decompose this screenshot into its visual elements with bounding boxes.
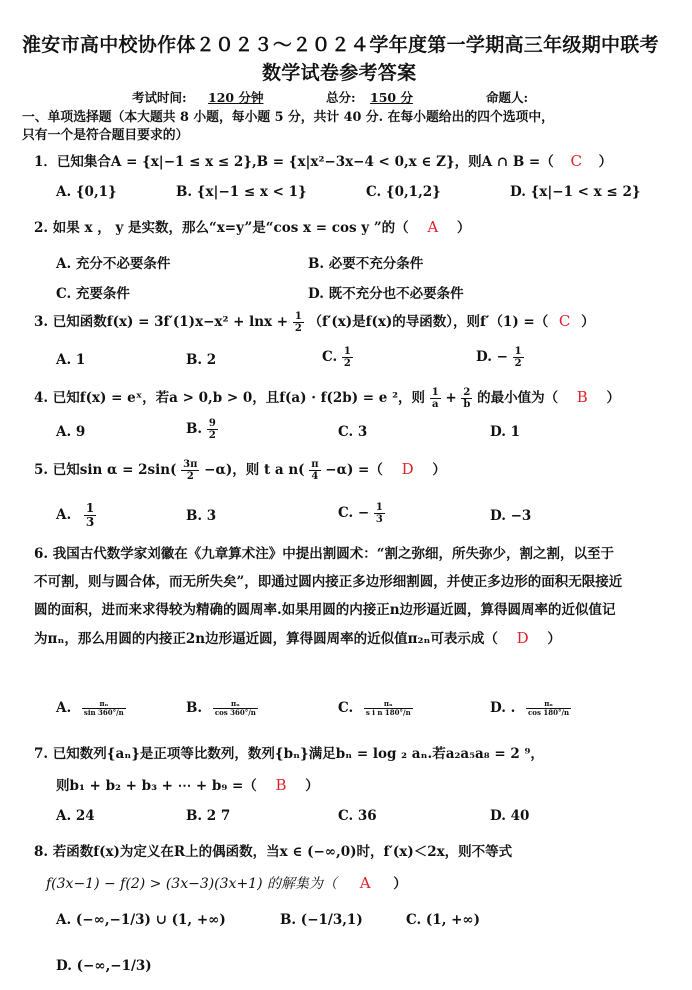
question-4-answer: B xyxy=(576,388,588,406)
question-3 xyxy=(34,310,595,334)
question-5-stem-c: −α) =（ xyxy=(325,462,383,478)
section-heading-cont: 只有一个是符合题目要求的） xyxy=(22,128,189,143)
section-heading: 一、单项选择题（本大题共 8 小题，每小题 5 分，共计 40 分. 在每小题给出的四个选项中， xyxy=(22,110,554,125)
question-7-option-a: A. 24 xyxy=(56,808,95,824)
question-5-stem-b: −α)，则 t a n( xyxy=(204,462,305,478)
question-2-option-b: B. 必要不充分条件 xyxy=(308,256,424,272)
page-title: 淮安市高中校协作体２０２３～２０２４学年度第一学期高三年级期中联考 xyxy=(22,34,659,56)
question-4-stem-b: 的最小值为（ xyxy=(477,390,559,406)
question-8-line-2: f(3x−1) − f(2) > (3x−3)(3x+1) 的解集为（ A ） xyxy=(46,874,407,892)
question-4-option-c: C. 3 xyxy=(338,424,368,440)
question-2-answer: A xyxy=(427,218,439,236)
question-4-option-a: A. 9 xyxy=(56,424,86,440)
question-6-close: ） xyxy=(547,631,561,647)
question-6-option-d: D. . $\frac{\text{πₙ}}{\cos 180^\circ/n}$ xyxy=(490,699,570,717)
author-label: 命题人: xyxy=(486,90,529,105)
question-3-stem-b: （f′(x)是f(x)的导函数），则f′（1) =（ xyxy=(308,314,549,330)
question-8-option-d: D. (−∞,−1/3) xyxy=(56,958,152,974)
question-2 xyxy=(34,216,470,236)
question-3-option-b: B. 2 xyxy=(186,352,217,368)
question-5-option-b: B. 3 xyxy=(186,508,217,524)
question-7-option-d: D. 40 xyxy=(490,808,530,824)
question-4-plus: + xyxy=(445,390,457,406)
question-6-option-a: A. $\frac{\text{πₙ}}{\sin 360^\circ/n}$ xyxy=(56,699,124,717)
question-5-fraction-2: $\frac{\pi}{4}$ xyxy=(311,459,319,482)
question-3-close: ） xyxy=(581,314,595,330)
question-8-option-c: C. (1, +∞) xyxy=(406,912,481,928)
question-2-option-c: C. 充要条件 xyxy=(56,286,130,302)
question-4-close: ） xyxy=(606,390,621,406)
question-7-line-2: 则b₁ + b₂ + b₃ + ⋯ + b₉ =（ B ） xyxy=(56,776,319,794)
question-3-fraction: $\frac{1}{2}$ xyxy=(294,311,302,334)
question-5-option-a: A. $\frac{1}{3}$ xyxy=(56,501,95,529)
total-score-value: 150 分 xyxy=(370,90,413,105)
question-4 xyxy=(34,386,620,410)
question-1 xyxy=(34,150,612,170)
question-3-answer: C xyxy=(558,312,571,330)
total-score-label: 总分: xyxy=(326,90,356,105)
question-4-option-d: D. 1 xyxy=(490,424,521,440)
question-2-close: ） xyxy=(456,220,471,236)
question-2-option-a: A. 充分不必要条件 xyxy=(56,256,171,272)
question-4-fraction-2: $\frac{2}{b}$ xyxy=(463,387,471,410)
question-3-option-a: A. 1 xyxy=(56,352,86,368)
question-1-option-c: C. {0,1,2} xyxy=(366,184,441,200)
question-8-line-1: 8. 若函数f(x)为定义在R上的偶函数，当x ∈ (−∞,0)时，f′(x)＜2x，则不等式 xyxy=(34,844,513,860)
question-5-answer: D xyxy=(401,460,414,478)
question-6-option-b: B. $\frac{\text{πₙ}}{\cos 360^\circ/n}$ xyxy=(186,699,256,717)
question-7-option-b: B. 2 7 xyxy=(186,808,231,824)
question-4-option-b: B. $\frac{9}{2}$ xyxy=(186,418,216,441)
question-2-stem: 2. 如果 x ， y 是实数，那么“x=y”是“cos x = cos y ”的（ xyxy=(34,220,409,236)
question-4-fraction-1: $\frac{1}{a}$ xyxy=(431,387,439,410)
question-5-option-d: D. −3 xyxy=(490,508,532,524)
question-7-line-1: 7. 已知数列{aₙ}是正项等比数列，数列{bₙ}满足bₙ = log ₂ aₙ.若a₂a₅a₈ = 2 ⁹， xyxy=(34,746,544,762)
question-6 xyxy=(34,540,624,653)
question-6-option-c: C. $\frac{\text{πₙ}}{\text{s i n 180°/n}}$ xyxy=(338,699,411,717)
question-3-option-d: D. − $\frac{1}{2}$ xyxy=(476,346,522,369)
question-1-close: ） xyxy=(598,154,613,170)
exam-time-value: 120 分钟 xyxy=(208,90,264,105)
question-5-fraction-1: $\frac{3\pi}{2}$ xyxy=(183,459,198,482)
question-8-option-b: B. (−1/3,1) xyxy=(280,912,363,928)
question-7-answer: B xyxy=(275,776,287,794)
page-subtitle: 数学试卷参考答案 xyxy=(262,62,417,84)
question-1-option-a: A. {0,1} xyxy=(56,184,117,200)
question-1-answer: C xyxy=(570,152,582,170)
question-7-option-c: C. 36 xyxy=(338,808,377,824)
question-4-stem-a: 4. 已知f(x) = eˣ，若a > 0,b > 0，且f(a) · f(2b) = e ²，则 xyxy=(34,390,425,406)
question-1-option-b: B. {x|−1 ≤ x < 1} xyxy=(176,184,307,200)
question-5-close: ） xyxy=(432,462,446,478)
question-8-option-a: A. (−∞,−1/3) ∪ (1, +∞) xyxy=(56,912,226,928)
question-1-stem: 1．已知集合A = {x|−1 ≤ x ≤ 2},B = {x|x²−3x−4 < 0,x ∈ Z}，则A ∩ B =（ xyxy=(34,154,554,170)
question-3-option-c: C. $\frac{1}{2}$ xyxy=(322,346,351,369)
question-5-stem-a: 5. 已知sin α = 2sin( xyxy=(34,462,177,478)
question-1-option-d: D. {x|−1 < x ≤ 2} xyxy=(510,184,641,200)
question-5-option-c: C. − $\frac{1}{3}$ xyxy=(338,502,383,525)
question-3-stem-a: 3. 已知函数f(x) = 3f′(1)x−x² + lnx + xyxy=(34,314,289,330)
question-6-answer: D xyxy=(516,629,529,647)
question-8-answer: A xyxy=(359,874,371,892)
question-6-text: 6. 我国古代数学家刘徽在《九章算术注》中提出割圆术：“割之弥细，所失弥少，割之割，以至于不可割，则与圆合体，而无所失矣”，即通过圆内接正多边形细割圆，并使正多边形的面积无限接近圆的面积，进而来求得较为精确的圆周率.如果用圆的内接正n边形逼近圆，算得圆周率的近似值记为πₙ，那么用圆的内接正2n边形逼近圆，算得圆周率的近似值π₂ₙ可表示成（ xyxy=(34,546,623,647)
question-5 xyxy=(34,458,446,482)
exam-time-label: 考试时间: xyxy=(132,90,187,105)
question-2-option-d: D. 既不充分也不必要条件 xyxy=(308,286,464,302)
